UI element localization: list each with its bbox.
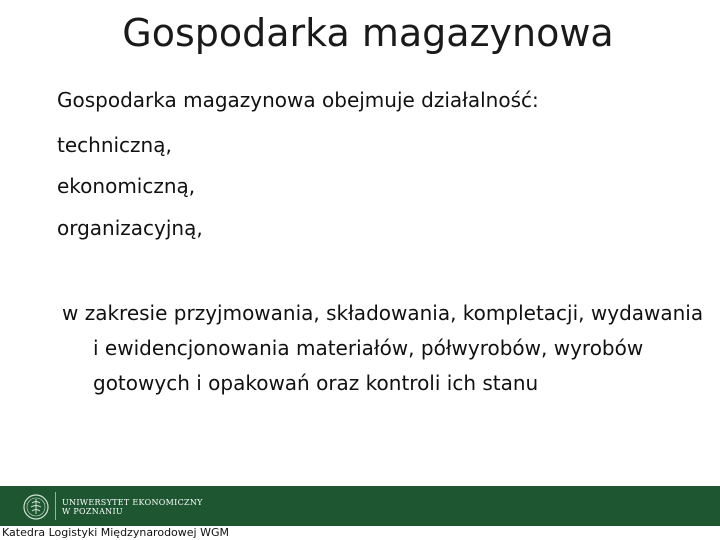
- university-emblem-icon: [20, 492, 52, 522]
- scope-paragraph: w zakresie przyjmowania, składowania, kompletacji, wydawania i ewidencjonowania materiałów, półwyrobów, wyrobów gotowych i opakowań oraz kontroli ich stanu: [62, 301, 704, 395]
- university-name-line1: UNIWERSYTET EKONOMICZNY: [62, 498, 203, 507]
- slide-title: Gospodarka magazynowa: [122, 11, 614, 55]
- list-item: techniczną,: [57, 133, 172, 157]
- department-label: Katedra Logistyki Międzynarodowej WGM: [2, 526, 229, 539]
- list-item: organizacyjną,: [57, 216, 203, 240]
- university-name: [62, 498, 203, 516]
- university-name-line2: W POZNANIU: [62, 507, 123, 516]
- list-item: ekonomiczną,: [57, 174, 196, 198]
- footer-divider: [55, 492, 56, 520]
- intro-text: Gospodarka magazynowa obejmuje działalność:: [57, 88, 539, 112]
